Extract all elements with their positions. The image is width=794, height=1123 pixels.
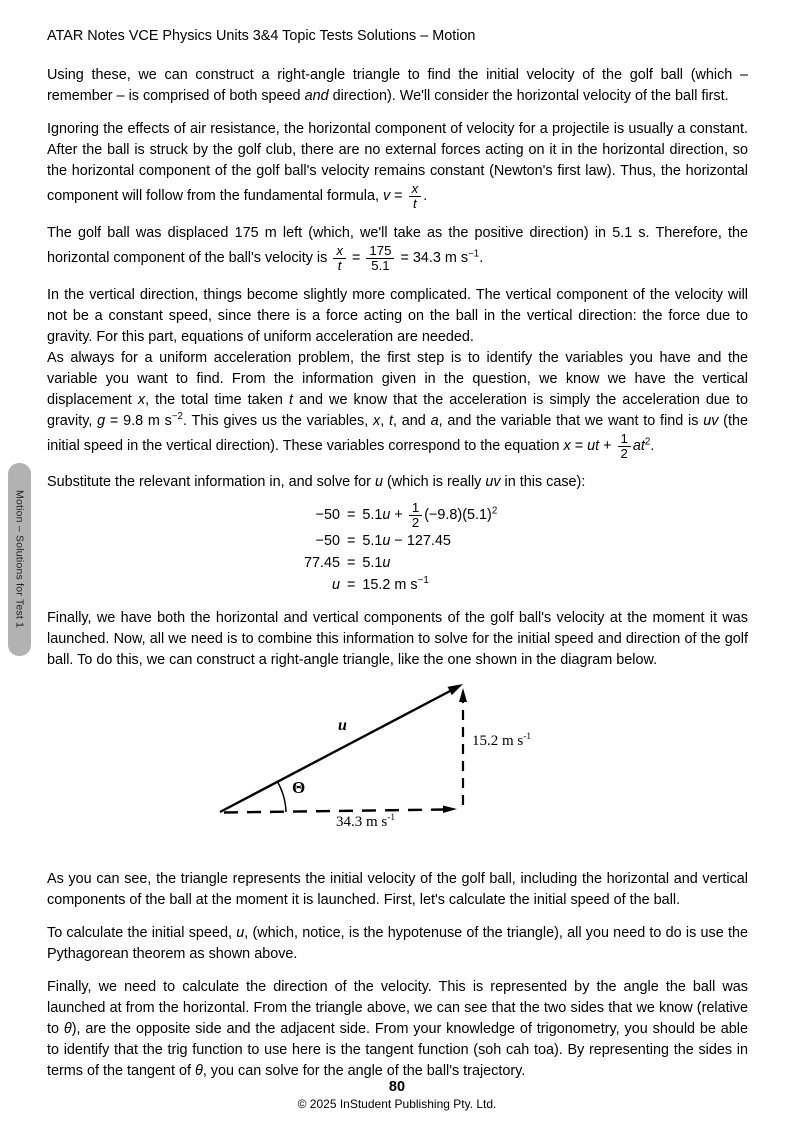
paragraph-pythagorean: To calculate the initial speed, u, (which, notice, is the hypotenuse of the triangle), all you need to do is use the Pythagorean theorem as shown above.	[47, 925, 748, 963]
equation-lhs: u	[331, 577, 340, 594]
equals-sign: =	[347, 507, 356, 524]
vertical-component-label: 15.2 m $s^{-1}$	[472, 732, 532, 750]
triangle-figure	[180, 675, 740, 857]
angle-label: Θ	[292, 778, 306, 798]
paragraph-horizontal-component: Ignoring the effects of air resistance, the horizontal component of velocity for a projectile is usually a constant. After the ball is struck by the golf club, there are no external forces acting on it in the horizontal direction, so the horizontal component of the golf ball's velocity remains constant (Newton's first law). Thus, the horizontal component will follow from the fundamental formula, v = $\frac{x}{t}$ .	[47, 121, 748, 211]
horizontal-dashed-arrow	[224, 810, 444, 813]
paragraph-combine-components: Finally, we have both the horizontal and vertical components of the golf ball's velocity at the moment it was launched. Now, all we need is to combine this information to solve for the initial speed and direction of the golf ball. To do this, we can construct a right-angle triangle, like the one shown in the diagram below.	[47, 610, 748, 669]
copyright-line: © 2025 InStudent Publishing Pty. Ltd.	[297, 1097, 497, 1111]
equation-lhs: −50	[315, 507, 340, 524]
horizontal-arrowhead-icon	[443, 806, 457, 814]
page-number: 80	[388, 1079, 406, 1095]
paragraph-vertical-direction: In the vertical direction, things become slightly more complicated. The vertical component of the velocity will not be a constant speed, since there is a force acting on the ball in the vertical direction: the force due to gravity. For this part, equations of uniform acceleration are needed.	[47, 286, 748, 345]
equation-lhs: 77.45	[303, 555, 340, 572]
vertical-arrowhead-icon	[459, 688, 467, 702]
paragraph-uniform-acceleration: As always for a uniform acceleration problem, the first step is to identify the variables you have and the variable you want to find. From the information given in the question, we know we have the vertical displacement x, the total time taken t and we know that the acceleration is simply the acceleration due to gravity, g = 9.8 m $s^{-2}$. This gives us the variables, x, t, and a, and the variable that we want to find is uv (the initial speed in the vertical direction). These variables correspond to the equation x = ut + $\frac{1}{2}$ $at^2$.	[47, 349, 748, 461]
page-footer	[0, 1078, 794, 1112]
equation-rhs: 5.1u	[362, 555, 391, 572]
hypotenuse-arrowhead-icon	[448, 684, 464, 695]
equation-lhs: −50	[315, 533, 340, 550]
sidebar-tab-motion-solutions[interactable]	[8, 463, 31, 656]
equals-sign: =	[347, 533, 356, 550]
equation-rhs: 5.1u + $\frac{1}{2}$ $(-9.8)(5.1)^2$	[362, 500, 498, 531]
equation-line	[284, 553, 748, 574]
equation-line	[284, 501, 748, 530]
page-content	[47, 0, 748, 1082]
running-header: ATAR Notes VCE Physics Units 3&4 Topic Tests Solutions – Motion	[47, 28, 476, 44]
paragraph-intro: Using these, we can construct a right-angle triangle to find the initial velocity of the golf ball (which – remember – is comprised of both speed and direction). We'll consider the horizontal velocity of the ball first.	[47, 67, 748, 104]
equation-line	[284, 531, 748, 552]
paragraph-direction: Finally, we need to calculate the direction of the velocity. This is represented by the angle the ball was launched at from the horizontal. From the triangle above, we can see that the two sides that we know (relative to θ), are the opposite side and the adjacent side. From your knowledge of trigonometry, you should be able to identify that the trig function to use here is the tangent function (soh cah toa). By representing the sides in terms of the tangent of θ, you can solve for the angle of the ball's trajectory.	[47, 979, 749, 1080]
sidebar-tab-label: Motion – Solutions for Test 1	[13, 490, 26, 629]
equation-rhs: 15.2 m $s^{-1}$	[362, 575, 429, 594]
paragraph-horizontal-calculation: The golf ball was displaced 175 m left (which, we'll take as the positive direction) in 5.1 s. Therefore, the horizontal component of the ball's velocity is $\frac{x}{t}$ = $\frac{175}{5.1}$ = 34.3 m $s^{-1}$.	[47, 224, 748, 273]
equals-sign: =	[347, 555, 356, 572]
working-equations	[284, 501, 748, 596]
horizontal-component-label: 34.3 m $s^{-1}$	[336, 813, 396, 831]
hypotenuse-label: u	[338, 717, 347, 735]
angle-arc	[278, 782, 287, 812]
equation-line	[284, 575, 748, 596]
paragraph-triangle-explanation: As you can see, the triangle represents the initial velocity of the golf ball, including the horizontal and vertical components of the ball at the moment it is launched. First, let's calculate the initial speed of the ball.	[47, 871, 748, 909]
velocity-triangle-diagram	[180, 675, 740, 857]
paragraph-substitute: Substitute the relevant information in, and solve for u (which is really uv in this case):	[47, 474, 586, 491]
hypotenuse-arrow	[220, 690, 452, 812]
equals-sign: =	[347, 577, 356, 594]
equation-rhs: 5.1u − 127.45	[362, 533, 451, 550]
